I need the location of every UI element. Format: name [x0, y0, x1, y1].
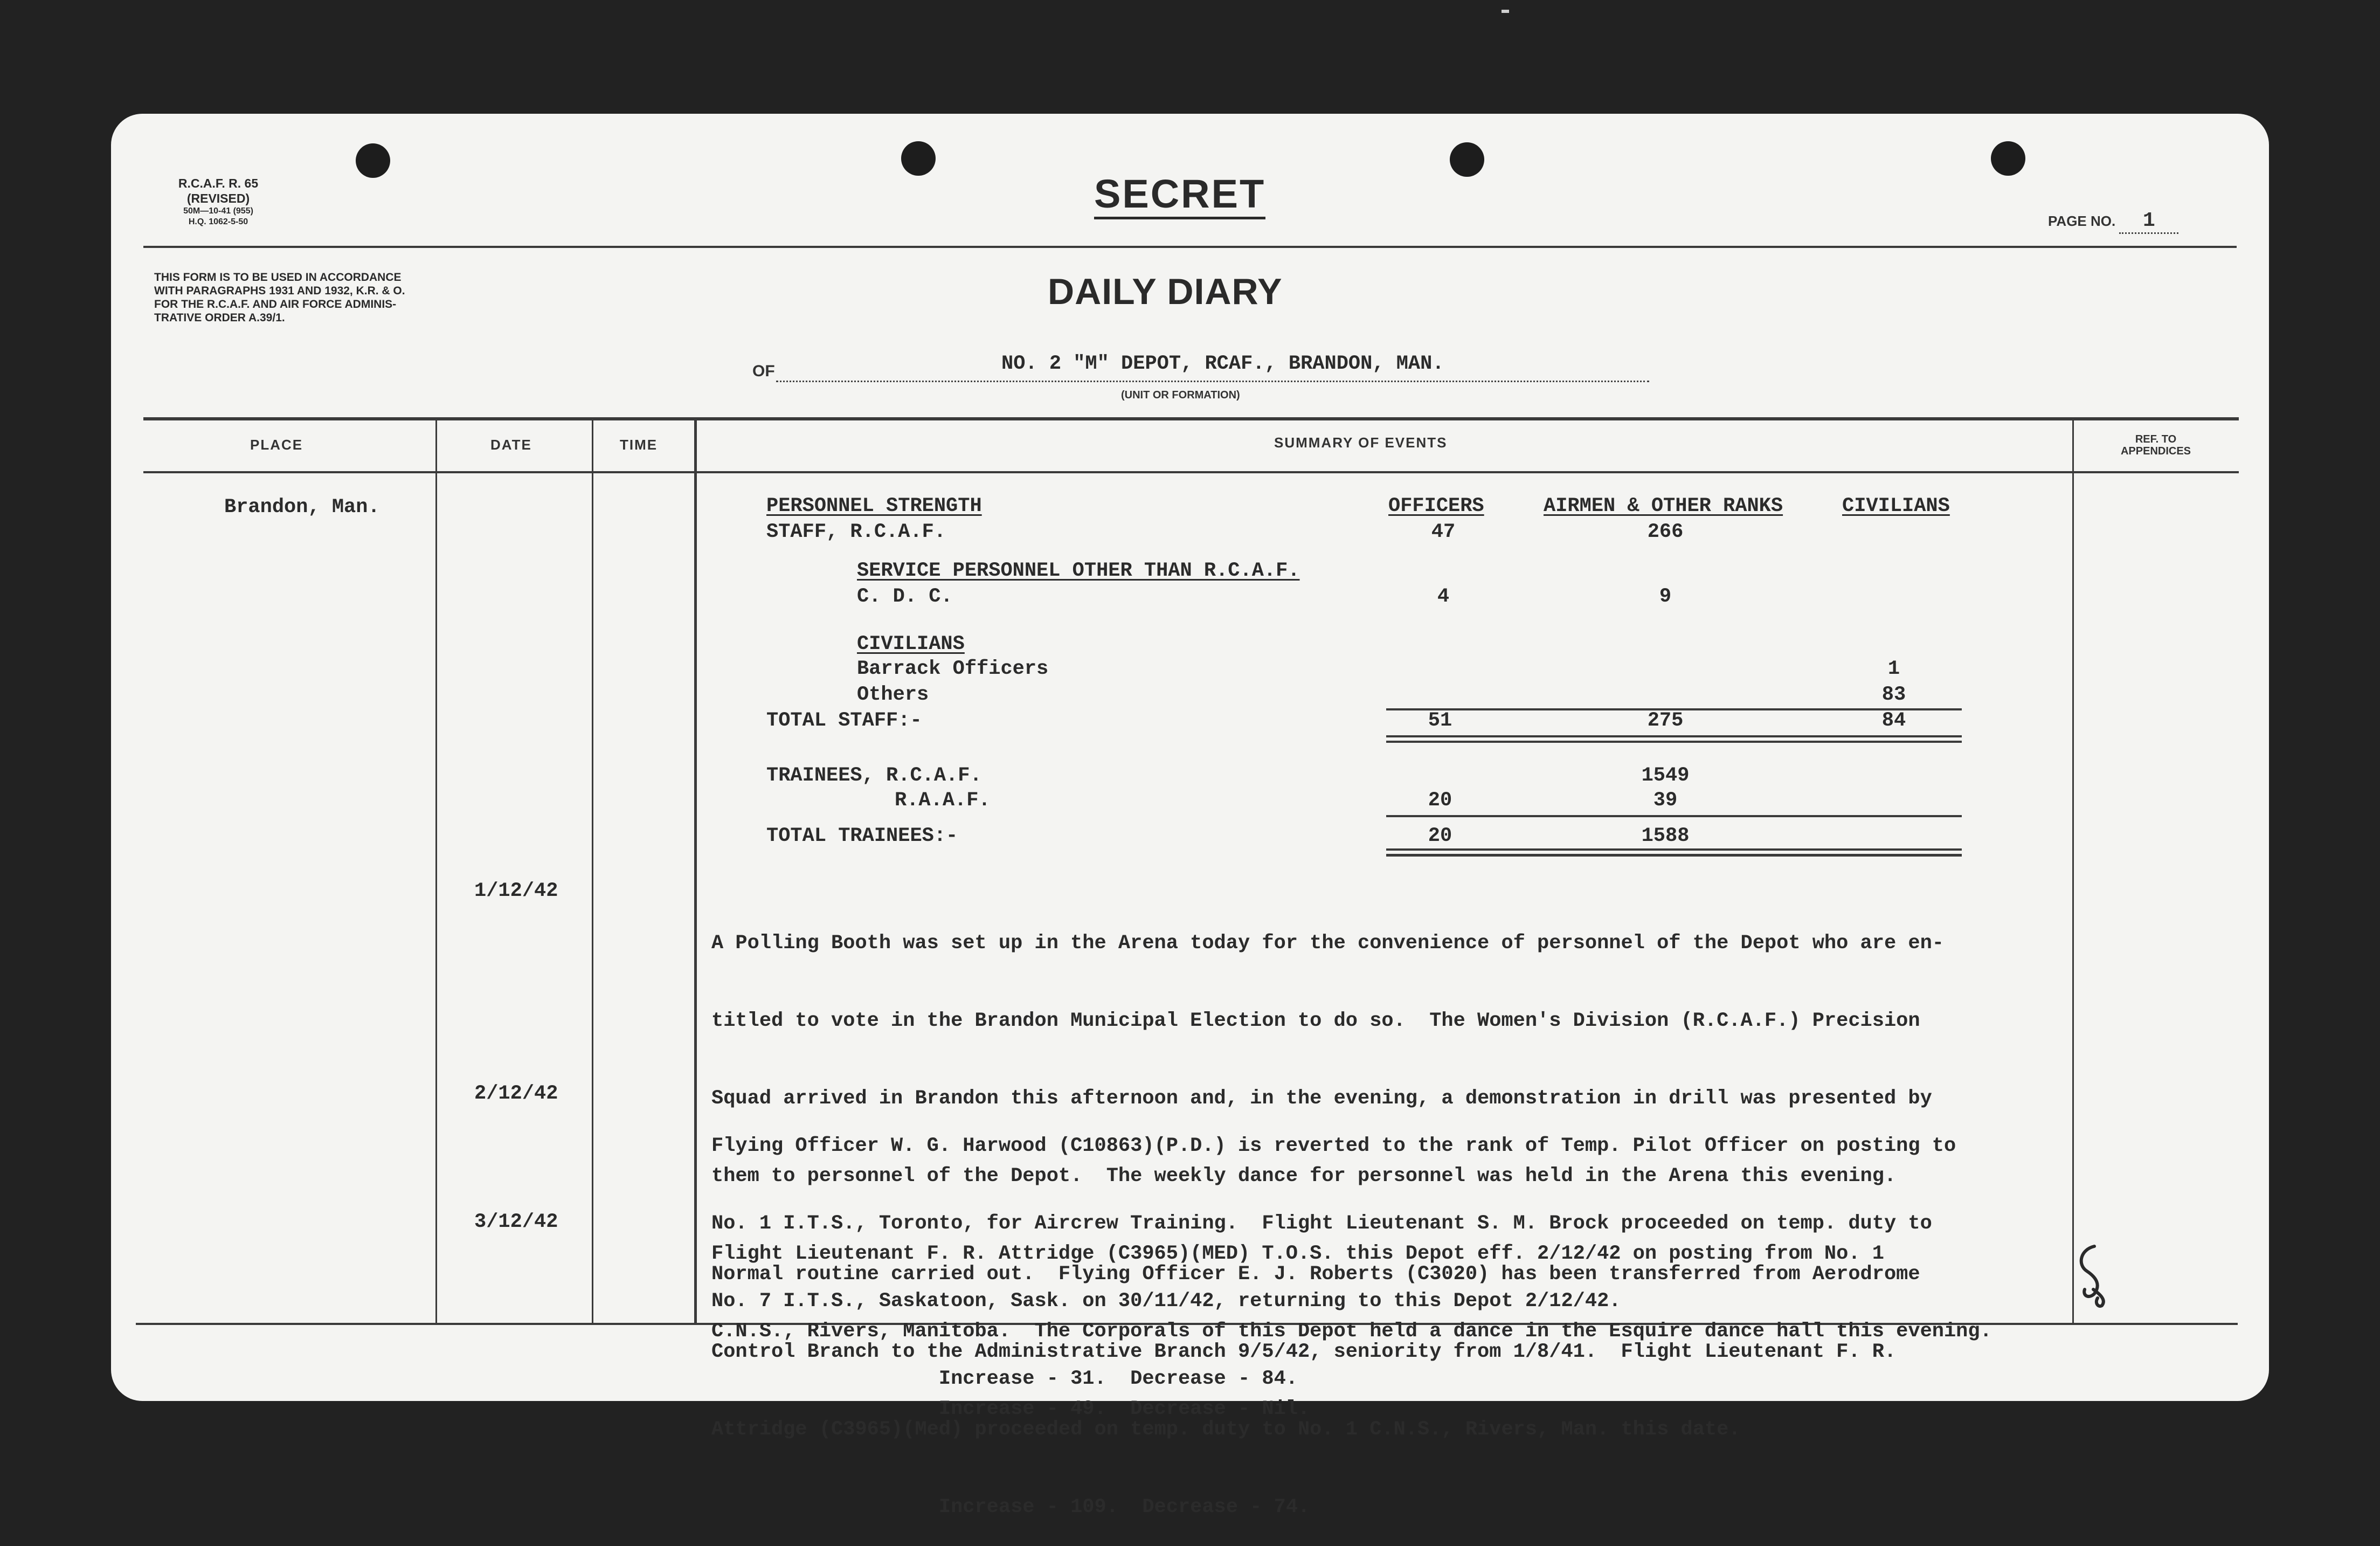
total-trainees-label: TOTAL TRAINEES:- [766, 825, 958, 847]
total-rule [1386, 741, 1962, 743]
entry-line: Flying Officer W. G. Harwood (C10863)(P.D.) is reverted to the rank of Temp. Pilot Officer on posting to [711, 1135, 1956, 1157]
entry-line: them to personnel of the Depot. The weekly dance for personnel was held in the Arena this evening. [711, 1165, 1897, 1188]
form-instructions [154, 271, 405, 325]
service-heading: SERVICE PERSONNEL OTHER THAN R.C.A.F. [857, 560, 1300, 582]
total-staff-airmen: 275 [1647, 709, 1684, 732]
entry-line: Increase - 31. Decrease - 84. [711, 1368, 1298, 1390]
entry-date: 2/12/42 [474, 1082, 558, 1105]
column-divider [694, 420, 697, 1324]
entry-line: titled to vote in the Brandon Municipal Election to do so. The Women's Division (R.C.A.F.) Precision [711, 1010, 1920, 1032]
form-id-line: H.Q. 1062-5-50 [188, 217, 248, 226]
page-value: 1 [2119, 209, 2178, 234]
entry-line: Flight Lieutenant F. R. Attridge (C3965)(MED) T.O.S. this Depot eff. 2/12/42 on posting from No. 1 [711, 1243, 1884, 1265]
barrack-label: Barrack Officers [857, 658, 1049, 680]
total-rule [1386, 735, 1962, 737]
raaf-airmen: 39 [1653, 789, 1678, 812]
entry-line: Increase - 109. Decrease - 74. [711, 1496, 1310, 1519]
entry-line: No. 1 I.T.S., Toronto, for Aircrew Training. Flight Lieutenant S. M. Brock proceeded on temp. duty to [711, 1212, 1932, 1235]
entry-line: Squad arrived in Brandon this afternoon and, in the evening, a demonstration in drill was presented by [711, 1087, 1932, 1110]
total-trainees-officers: 20 [1428, 825, 1452, 847]
col-airmen-heading: AIRMEN & OTHER RANKS [1544, 495, 1783, 517]
entry-line: Control Branch to the Administrative Branch 9/5/42, seniority from 1/8/41. Flight Lieutenant F. R. [711, 1341, 1897, 1363]
staff-airmen: 266 [1647, 521, 1684, 543]
staff-label: STAFF, R.C.A.F. [766, 521, 946, 543]
entry-line: C.N.S., Rivers, Manitoba. The Corporals of this Depot held a dance in the Esquire dance hall this evening. [711, 1320, 1992, 1343]
form-id-line: R.C.A.F. R. 65 (REVISED) [178, 176, 259, 205]
strength-heading: PERSONNEL STRENGTH [766, 495, 982, 517]
entry-line: Increase - 49. Decrease - Nil. [711, 1398, 1310, 1420]
instruction-line: THIS FORM IS TO BE USED IN ACCORDANCE [154, 271, 402, 284]
place-value: Brandon, Man. [224, 496, 380, 519]
column-header-time: TIME [620, 437, 658, 453]
form-id-block [151, 176, 286, 227]
entry-text [711, 1210, 1920, 1546]
col-officers-heading: OFFICERS [1388, 495, 1484, 517]
trainees-rcaf-airmen: 1549 [1641, 764, 1690, 787]
entry-line: No. 7 I.T.S., Saskatoon, Sask. on 30/11/42, returning to this Depot 2/12/42. [711, 1290, 1621, 1313]
others-label: Others [857, 684, 929, 706]
page-label: PAGE NO. [2048, 213, 2116, 229]
security-classification: SECRET [1094, 172, 1265, 219]
column-header-summary: SUMMARY OF EVENTS [1274, 434, 1448, 451]
form-id-line: 50M—10-41 (955) [183, 206, 253, 216]
entry-date: 3/12/42 [474, 1211, 558, 1233]
page-title: DAILY DIARY [1048, 271, 1283, 312]
film-mark [1502, 10, 1509, 13]
barrack-civilians: 1 [1887, 658, 1900, 680]
instruction-line: WITH PARAGRAPHS 1931 AND 1932, K.R. & O. [154, 285, 405, 297]
column-divider [435, 420, 437, 1324]
unit-caption: (UNIT OR FORMATION) [1121, 389, 1240, 401]
column-header-ref [2091, 433, 2220, 457]
total-trainees-airmen: 1588 [1641, 825, 1690, 847]
subtotal-rule [1386, 815, 1962, 817]
cdc-officers: 4 [1437, 585, 1450, 608]
total-staff-label: TOTAL STAFF:- [766, 709, 922, 732]
instruction-line: FOR THE R.C.A.F. AND AIR FORCE ADMINIS- [154, 298, 397, 310]
column-header-date: DATE [490, 437, 532, 453]
total-rule [1386, 848, 1962, 851]
others-civilians: 83 [1881, 684, 1906, 706]
entry-date: 1/12/42 [474, 880, 558, 902]
header-rule [143, 246, 2237, 248]
cdc-airmen: 9 [1659, 585, 1672, 608]
raaf-officers: 20 [1428, 789, 1452, 812]
entry-line: Normal routine carried out. Flying Officer E. J. Roberts (C3020) has been transferred from Aerodrome [711, 1263, 1920, 1286]
total-staff-civilians: 84 [1881, 709, 1906, 732]
raaf-label: R.A.A.F. [895, 789, 991, 812]
handwritten-initials [2073, 1240, 2116, 1310]
instruction-line: TRATIVE ORDER A.39/1. [154, 312, 285, 324]
total-staff-officers: 51 [1428, 709, 1452, 732]
staff-officers: 47 [1431, 521, 1456, 543]
punch-hole [356, 143, 390, 178]
column-header-rule [143, 471, 2239, 473]
column-divider [2072, 420, 2074, 1324]
column-divider [592, 420, 593, 1324]
punch-hole [1450, 142, 1484, 177]
entry-line: A Polling Booth was set up in the Arena today for the convenience of personnel of the Depot who are en- [711, 932, 1944, 955]
ref-line: APPENDICES [2120, 445, 2191, 457]
cdc-label: C. D. C. [857, 585, 953, 608]
entry-line: Attridge (C3965)(Med) proceeded on temp. duty to No. 1 C.N.S., Rivers, Man. this date. [711, 1418, 1741, 1441]
column-header-place: PLACE [250, 437, 303, 453]
of-label: OF [752, 362, 775, 380]
col-civilians-heading: CIVILIANS [1842, 495, 1950, 517]
ref-line: REF. TO [2135, 433, 2177, 445]
civilians-heading: CIVILIANS [857, 633, 965, 655]
table-top-rule [143, 417, 2239, 420]
unit-name: NO. 2 "M" DEPOT, RCAF., BRANDON, MAN. [1001, 353, 1444, 375]
total-rule [1386, 854, 1962, 857]
trainees-label: TRAINEES, R.C.A.F. [766, 764, 982, 787]
punch-hole [1991, 141, 2025, 176]
page-number [2048, 209, 2178, 234]
punch-hole [901, 141, 936, 176]
